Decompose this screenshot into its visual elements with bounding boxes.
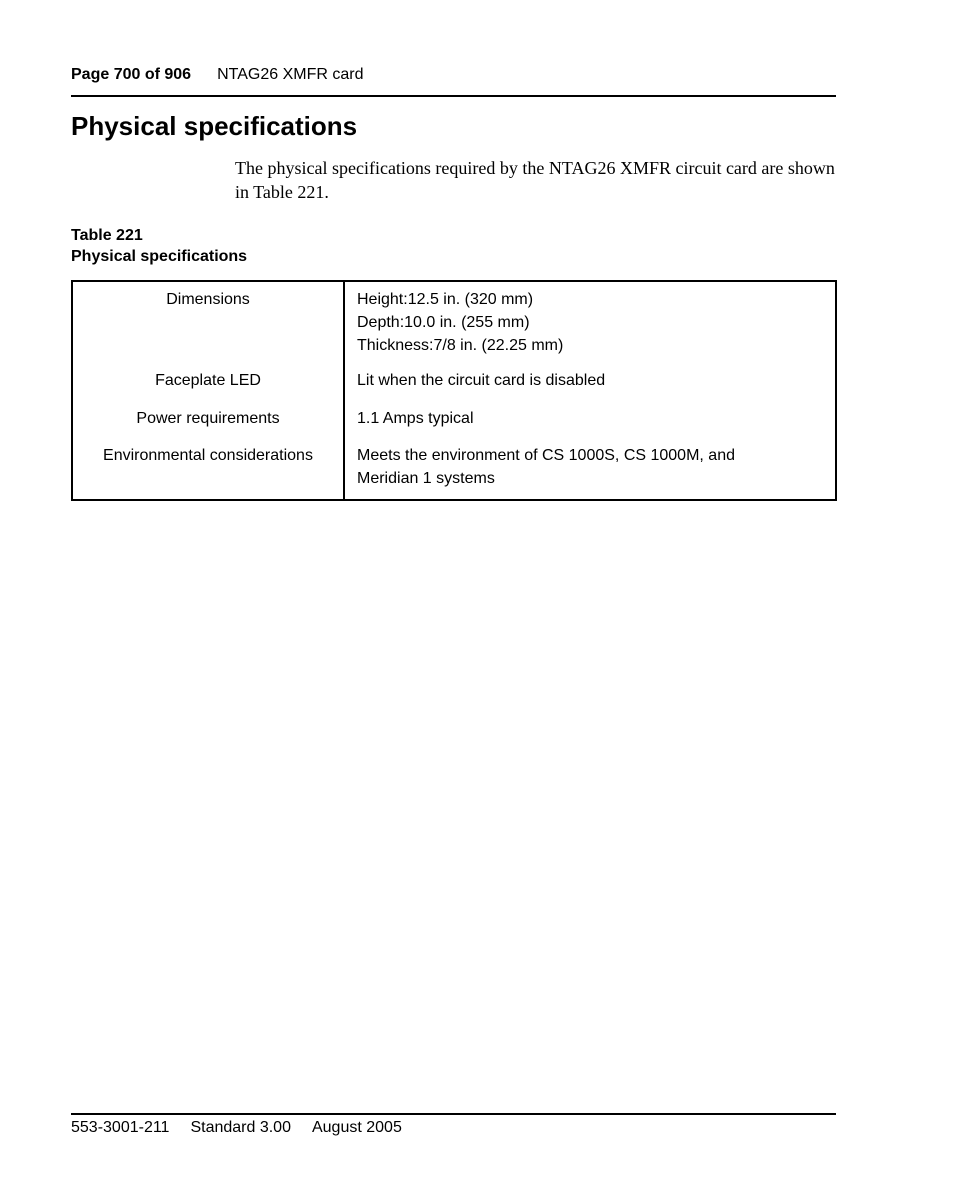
page-footer [71, 1118, 402, 1138]
intro-paragraph: The physical specifications required by the NTAG26 XMFR circuit card are shown in Table 221. [235, 158, 835, 202]
row-value [344, 357, 836, 392]
table-row [72, 430, 836, 500]
value-line: Height:12.5 in. (320 mm) [357, 291, 534, 308]
value-line: Lit when the circuit card is disabled [357, 372, 606, 389]
row-label: Faceplate LED [72, 357, 344, 392]
row-value [344, 430, 836, 500]
row-value [344, 392, 836, 430]
document-title: NTAG26 XMFR card [217, 66, 364, 83]
table-caption-number: Table 221 [71, 227, 143, 244]
value-line: Thickness:7/8 in. (22.25 mm) [357, 337, 564, 354]
value-line: Meets the environment of CS 1000S, CS 1000M, and Meridian 1 systems [357, 447, 735, 487]
row-label: Environmental considerations [72, 430, 344, 500]
table-caption-title: Physical specifications [71, 248, 248, 265]
table-row [72, 357, 836, 392]
table-row [72, 281, 836, 357]
section-title: Physical specifications [71, 111, 358, 141]
value-line: Depth:10.0 in. (255 mm) [357, 314, 530, 331]
footer-divider [71, 1113, 836, 1115]
document-standard: Standard 3.00 [190, 1119, 291, 1136]
document-date: August 2005 [311, 1119, 402, 1136]
header-divider [71, 95, 836, 97]
page-number: Page 700 of 906 [71, 66, 192, 83]
document-number: 553-3001-211 [71, 1119, 170, 1136]
table-caption [71, 225, 247, 267]
row-label: Power requirements [72, 392, 344, 430]
page-header [71, 65, 836, 85]
table-row [72, 392, 836, 430]
specifications-table [71, 280, 837, 501]
value-line: 1.1 Amps typical [357, 410, 474, 427]
row-label: Dimensions [72, 281, 344, 357]
row-value [344, 281, 836, 357]
